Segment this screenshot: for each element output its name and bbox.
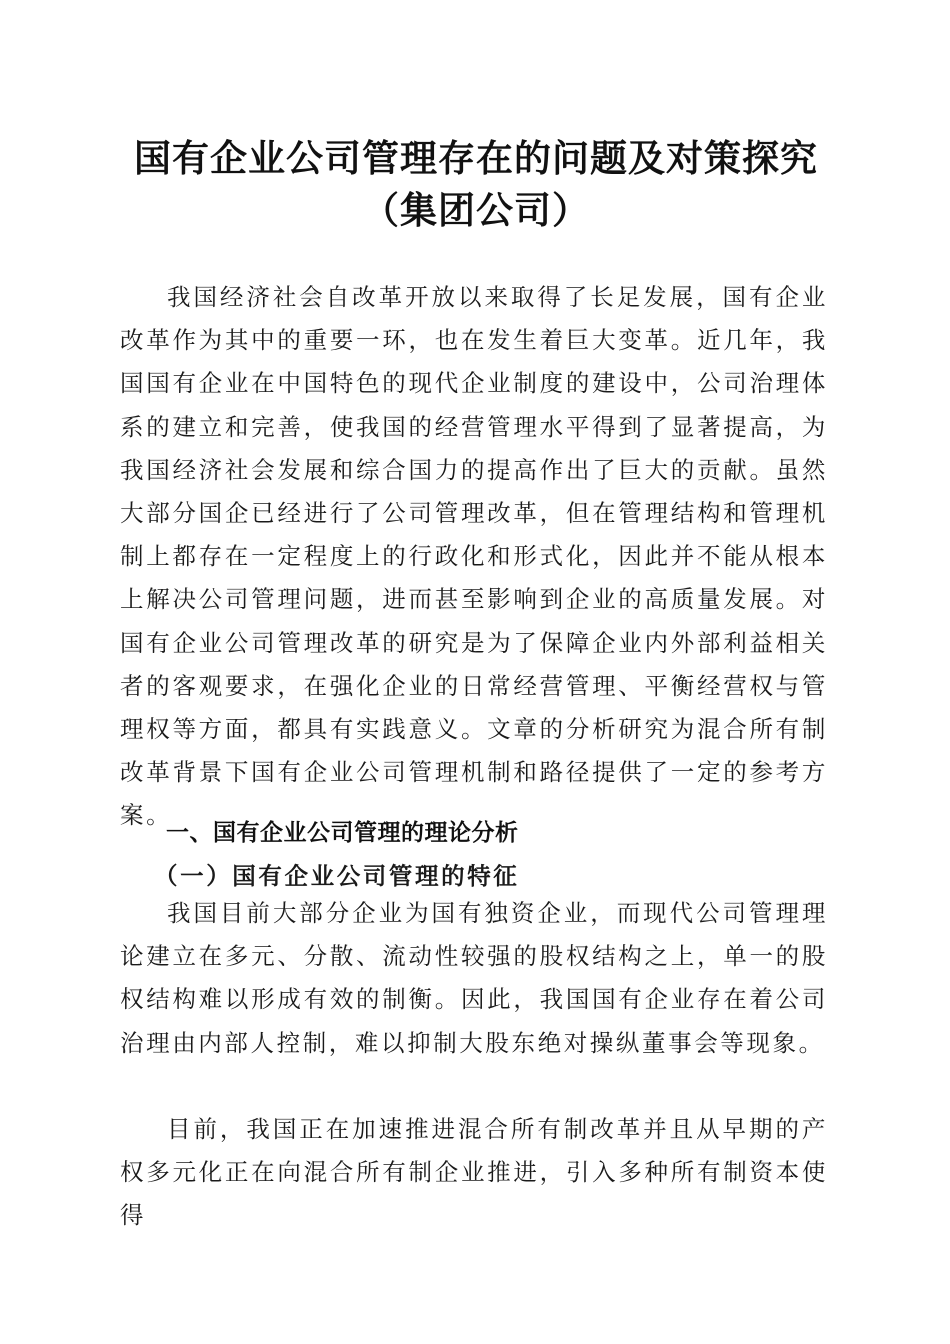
subsection-heading: （一）国有企业公司管理的特征 bbox=[154, 862, 520, 890]
body-paragraph: 目前，我国正在加速推进混合所有制改革并且从早期的产权多元化正在向混合所有制企业推进，引入多种所有制资本使得 bbox=[120, 1115, 828, 1230]
document-title: 国有企业公司管理存在的问题及对策探究（集团公司） bbox=[134, 136, 818, 232]
intro-paragraph: 我国经济社会自改革开放以来取得了长足发展，国有企业改革作为其中的重要一环，也在发生着巨大变革。近几年，我国国有企业在中国特色的现代企业制度的建设中，公司治理体系的建立和完善，使我国的经营管理水平得到了显著提高，为我国经济社会发展和综合国力的提高作出了巨大的贡献。虽然大部分国企已经进行了公司管理改革，但在管理结构和管理机制上都存在一定程度上的行政化和形式化，因此并不能从根本上解决公司管理问题，进而甚至影响到企业的高质量发展。对国有企业公司管理改革的研究是为了保障企业内外部利益相关者的客观要求，在强化企业的日常经营管理、平衡经营权与管理权等方面，都具有实践意义。文章的分析研究为混合所有制改革背景下国有企业公司管理机制和路径提供了一定的参考方案。 bbox=[120, 283, 828, 830]
body-paragraph: 我国目前大部分企业为国有独资企业，而现代公司管理理论建立在多元、分散、流动性较强的股权结构之上，单一的股权结构难以形成有效的制衡。因此，我国国有企业存在着公司治理由内部人控制，难以抑制大股东绝对操纵董事会等现象。 bbox=[120, 899, 828, 1057]
section-heading: 一、国有企业公司管理的理论分析 bbox=[166, 820, 519, 846]
